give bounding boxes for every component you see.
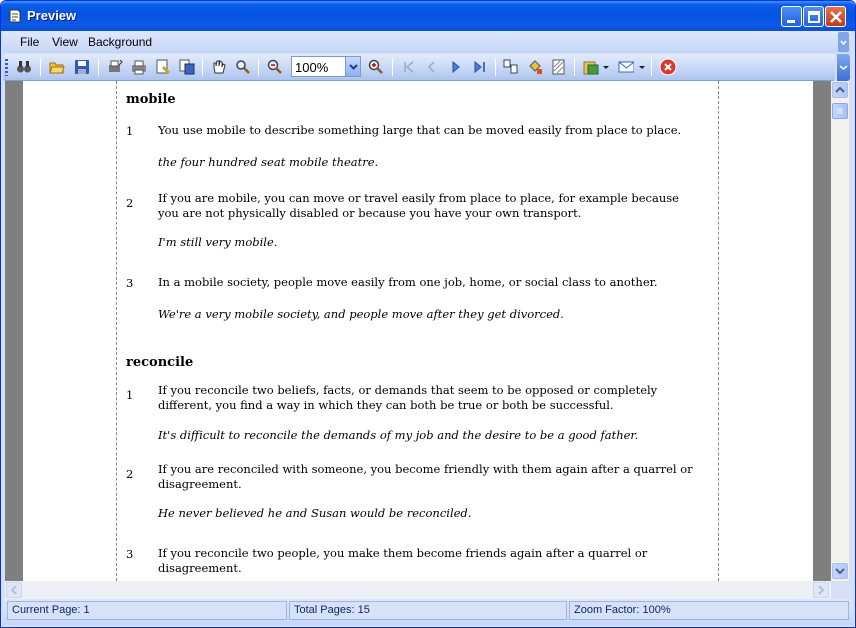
toolbar-separator (651, 58, 652, 76)
export-dropdown-button[interactable] (600, 57, 610, 77)
scroll-left-icon (7, 583, 21, 597)
previous-page-button[interactable] (421, 57, 443, 77)
zoom-factor-text: Zoom Factor: 100% (574, 604, 671, 616)
page-setup-icon (155, 59, 171, 75)
print-button[interactable] (128, 57, 150, 77)
multi-page-icon (179, 59, 195, 75)
page-setup-button[interactable] (152, 57, 174, 77)
scroll-right-icon (814, 583, 828, 597)
zoom-out-icon (267, 59, 283, 75)
scroll-down-icon (833, 564, 847, 578)
hand-icon (211, 59, 227, 75)
magnifier-icon (235, 59, 251, 75)
sense-definition: If you are mobile, you can move or travel easily from place to place, for example because you are not physically disabled or because you have your own transport. (158, 191, 679, 220)
sense-definition: If you are reconciled with someone, you become friendly with them again after a quarrel or disagreement. (158, 462, 693, 491)
open-folder-icon (49, 59, 65, 75)
window-title: Preview (27, 8, 77, 23)
open-button[interactable] (46, 57, 68, 77)
vertical-scrollbar[interactable] (831, 81, 849, 581)
menu-bar (3, 31, 851, 53)
first-page-button[interactable] (398, 57, 420, 77)
preview-area[interactable] (5, 81, 831, 581)
scroll-left-button[interactable] (6, 582, 22, 598)
grip-lines-icon (833, 104, 847, 118)
envelope-icon (618, 59, 634, 75)
sense-definition: If you reconcile two people, you make them become friends again after a quarrel or disagreement. (158, 546, 648, 575)
status-bar (3, 599, 853, 625)
save-button[interactable] (71, 57, 93, 77)
export-icon (583, 59, 599, 75)
multi-page-button[interactable] (176, 57, 198, 77)
entry-headword: mobile (126, 92, 176, 107)
print-setup-icon (107, 59, 123, 75)
export-button[interactable] (580, 57, 602, 77)
sense-number: 1 (126, 124, 134, 138)
toolbar-chevron-icon[interactable] (837, 54, 850, 81)
next-page-icon (448, 59, 464, 75)
sense-definition: If you reconcile two beliefs, facts, or demands that seem to be opposed or completely different, you find a way in which they can both be true or both be successful. (158, 383, 658, 412)
print-setup-button[interactable] (104, 57, 126, 77)
zoom-out-button[interactable] (264, 57, 286, 77)
printer-icon (131, 59, 147, 75)
watermark-icon (551, 59, 567, 75)
magnifier-button[interactable] (232, 57, 254, 77)
close-button[interactable] (825, 6, 846, 27)
last-page-icon (472, 59, 488, 75)
sense-number: 3 (126, 547, 134, 561)
total-pages-text: Total Pages: 15 (294, 604, 370, 616)
maximize-button[interactable] (803, 6, 824, 27)
scroll-up-button[interactable] (832, 82, 848, 98)
binoculars-icon (16, 59, 32, 75)
maximize-icon (804, 7, 825, 28)
sense-number: 2 (126, 467, 134, 481)
scroll-down-button[interactable] (832, 563, 848, 579)
email-dropdown-button[interactable] (636, 57, 646, 77)
toolbar-grip[interactable] (5, 59, 8, 76)
zoom-in-icon (368, 59, 384, 75)
sense-number: 3 (126, 276, 134, 290)
sense-example: We're a very mobile society, and people move after they get divorced. (158, 307, 564, 321)
app-icon (8, 9, 22, 23)
send-email-button[interactable] (615, 57, 637, 77)
close-circle-icon (659, 58, 677, 76)
scroll-up-icon (833, 83, 847, 97)
menu-view[interactable]: View (52, 35, 78, 49)
scroll-right-button[interactable] (813, 582, 829, 598)
minimize-icon (782, 7, 803, 28)
zoom-value: 100% (295, 60, 329, 75)
status-zoom-factor (569, 601, 849, 620)
zoom-dropdown-button[interactable] (345, 57, 360, 76)
sense-example: It's difficult to reconcile the demands of my job and the desire to be a good father. (158, 428, 639, 442)
entry-headword: reconcile (126, 355, 194, 370)
caret-down-icon (601, 59, 611, 75)
sense-example: I'm still very mobile. (158, 235, 278, 249)
toolbar (3, 54, 835, 81)
next-page-button[interactable] (445, 57, 467, 77)
last-page-button[interactable] (469, 57, 491, 77)
sense-definition: You use mobile to describe something large that can be moved easily from place to place. (158, 123, 682, 137)
current-page-text: Current Page: 1 (12, 604, 90, 616)
hand-tool-button[interactable] (208, 57, 230, 77)
caret-down-icon (637, 59, 647, 75)
page-layout-icon (503, 59, 519, 75)
scroll-thumb[interactable] (832, 103, 848, 119)
right-margin-guide (718, 81, 719, 581)
toolbar-separator (258, 58, 259, 76)
minimize-button[interactable] (781, 6, 802, 27)
zoom-select[interactable] (291, 56, 361, 77)
page-layout-button[interactable] (500, 57, 522, 77)
sense-number: 2 (126, 196, 134, 210)
toolbar-separator (202, 58, 203, 76)
save-disk-icon (74, 59, 90, 75)
first-page-icon (401, 59, 417, 75)
toolbar-separator (574, 58, 575, 76)
menu-background[interactable]: Background (88, 35, 153, 49)
chevron-down-icon (346, 57, 361, 76)
fill-color-button[interactable] (524, 57, 546, 77)
status-current-page (7, 601, 287, 620)
sense-example: the four hundred seat mobile theatre. (158, 155, 379, 169)
toolbar-separator (495, 58, 496, 76)
scrollbar-corner (831, 581, 849, 599)
close-icon (826, 7, 847, 28)
zoom-in-button[interactable] (365, 57, 387, 77)
status-total-pages (289, 601, 567, 620)
previous-page-icon (424, 59, 440, 75)
watermark-button[interactable] (548, 57, 570, 77)
document-page (23, 81, 813, 581)
toolbar-separator (98, 58, 99, 76)
toolbar-separator (392, 58, 393, 76)
sense-definition: In a mobile society, people move easily from one job, home, or social class to another. (158, 275, 658, 289)
menu-file[interactable]: File (20, 35, 40, 49)
paint-bucket-icon (527, 59, 543, 75)
horizontal-scrollbar[interactable] (5, 581, 831, 599)
find-button[interactable] (13, 57, 35, 77)
left-margin-guide (116, 81, 117, 581)
menu-chevron-icon[interactable] (838, 32, 849, 52)
title-bar[interactable] (1, 1, 855, 31)
close-preview-button[interactable] (657, 57, 679, 77)
sense-number: 1 (126, 388, 134, 402)
sense-example: He never believed he and Susan would be reconciled. (158, 506, 472, 520)
toolbar-separator (40, 58, 41, 76)
